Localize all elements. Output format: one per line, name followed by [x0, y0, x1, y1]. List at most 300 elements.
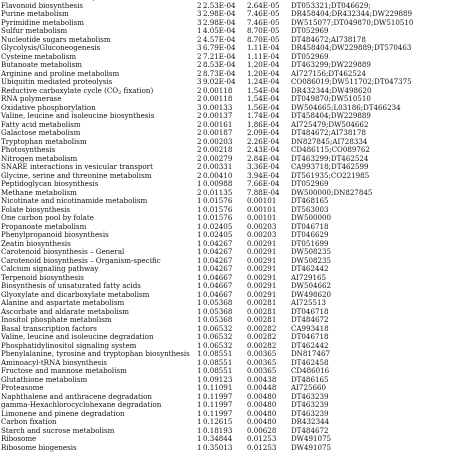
gene-ids: DW515077;DT049870;DW510510: [291, 18, 414, 27]
gene-ids: DN827845;AI728334: [291, 137, 368, 146]
pathway-name: Arginine and proline metabolism: [1, 69, 120, 78]
table-row: [0, 367, 474, 376]
p-value: 0.04667: [203, 273, 233, 282]
pathway-name: Purine metabolism: [1, 10, 69, 18]
pathway-name: Pyrimidine metabolism: [1, 18, 84, 27]
q-value: 0.00291: [247, 256, 277, 265]
pathway-name: Sulfur metabolism: [1, 27, 68, 35]
table-row: [0, 282, 474, 291]
gene-count: 2: [197, 171, 202, 180]
pathway-name: Reductive carboxylate cycle ($CO_2$ fixation): [1, 86, 154, 95]
gene-ids: DT563003: [291, 205, 329, 214]
gene-count: 2: [197, 188, 202, 197]
q-value: 0.00291: [247, 248, 277, 256]
table-row: [0, 146, 474, 155]
table-row: [0, 78, 474, 87]
gene-ids: DT484672;AI738178: [291, 35, 366, 44]
p-value: 0.11997: [203, 392, 233, 401]
gene-ids: AI725479;DW504662: [291, 120, 369, 129]
pathway-name: Ribosome biogenesis: [1, 443, 77, 452]
q-value: 7.66E-04: [247, 180, 280, 188]
pathway-name: Nitrogen metabolism: [1, 154, 78, 163]
gene-ids: AI725660: [291, 384, 327, 392]
table-row: [0, 112, 474, 121]
gene-ids: CA993718;DT462599: [291, 163, 369, 171]
pathway-name: One carbon pool by folate: [1, 214, 94, 222]
pathway-name: SNARE interactions in vesicular transport: [1, 163, 153, 171]
pathway-name: Carotenoid biosynthesis – General: [1, 248, 125, 256]
pathway-name: Valine, leucine and isoleucine biosynthesis: [1, 112, 155, 120]
pathway-name: Valine, leucine and isoleucine degradation: [1, 333, 154, 341]
gene-count: 2: [197, 61, 202, 69]
pathway-name: Carbon fixation: [1, 418, 57, 426]
table-row: [0, 214, 474, 223]
table-row: [0, 138, 474, 147]
q-value: 0.00480: [247, 418, 277, 426]
q-value: 0.00101: [247, 197, 277, 205]
q-value: 0.00448: [247, 384, 277, 392]
pathway-name: Flavonoid biosynthesis: [1, 1, 84, 10]
q-value: 1.74E-04: [247, 112, 280, 120]
gene-count: 1: [197, 197, 202, 205]
gene-count: 1: [197, 443, 202, 452]
table-row: [0, 444, 474, 453]
q-value: 0.00291: [247, 239, 277, 248]
gene-ids: DT463239: [291, 401, 329, 409]
p-value: 0.00279: [203, 154, 233, 163]
gene-count: 1: [197, 214, 202, 222]
gene-count: 1: [197, 248, 202, 256]
table-row: [0, 299, 474, 308]
p-value: 8.53E-04: [203, 61, 236, 69]
p-value: 0.04267: [203, 265, 233, 273]
table-row: [0, 121, 474, 130]
gene-ids: DT053321;DT046629;: [291, 1, 371, 10]
gene-ids: CA993418: [291, 324, 329, 333]
p-value: 0.00118: [203, 95, 233, 103]
gene-count: 1: [197, 299, 202, 307]
q-value: 0.00101: [247, 205, 277, 214]
q-value: 0.00480: [247, 409, 277, 418]
gene-count: 1: [197, 350, 202, 358]
gene-ids: DT052969: [291, 27, 329, 35]
table-row: [0, 410, 474, 419]
q-value: 1.20E-04: [247, 61, 280, 69]
pathway-name: Carotenoid biosynthesis – Organism-specific: [1, 256, 161, 265]
pathway-name: Phenylpropanoid biosynthesis: [1, 231, 109, 239]
gene-ids: DT462442: [291, 265, 329, 273]
gene-count: 1: [197, 324, 202, 333]
gene-ids: DT468165: [291, 197, 329, 205]
gene-count: 3: [197, 18, 202, 27]
gene-count: 1: [197, 333, 202, 341]
pathway-name: Ascorbate and aldarate metabolism: [1, 307, 129, 316]
gene-count: 2: [197, 86, 202, 95]
gene-count: 3: [197, 103, 202, 112]
gene-count: 2: [197, 154, 202, 163]
q-value: 7.88E-04: [247, 188, 280, 197]
p-value: 0.34844: [203, 435, 233, 443]
pathway-name: Phosphatidylinositol signaling system: [1, 341, 137, 350]
gene-count: 3: [197, 78, 202, 86]
p-value: 0.04267: [203, 248, 233, 256]
table-row: [0, 180, 474, 189]
gene-count: 1: [197, 358, 202, 367]
gene-ids: DT484672;AI738178: [291, 129, 366, 137]
pathway-name: Terpenoid biosynthesis: [1, 273, 84, 282]
table-row: [0, 248, 474, 257]
q-value: 7.46E-05: [247, 18, 280, 27]
q-value: 0.00203: [247, 231, 277, 239]
pathway-name: Galactose metabolism: [1, 129, 81, 137]
table-row: [0, 155, 474, 164]
table-row: [0, 350, 474, 359]
gene-ids: DT463239: [291, 392, 329, 401]
gene-ids: DT462442: [291, 341, 329, 350]
gene-ids: DR432344;DW498620: [291, 86, 372, 95]
table-row: [0, 87, 474, 96]
table-row: [0, 189, 474, 198]
q-value: 0.00480: [247, 392, 277, 401]
gene-ids: DN817467: [291, 350, 330, 358]
p-value: 0.04667: [203, 282, 233, 290]
gene-count: 1: [197, 341, 202, 350]
gene-ids: DT046629: [291, 231, 329, 239]
p-value: 0.00118: [203, 86, 233, 95]
q-value: 0.00291: [247, 265, 277, 273]
gene-count: 2: [197, 146, 202, 154]
gene-count: 1: [197, 367, 202, 375]
table-row: [0, 333, 474, 342]
pathway-name: Ubiquitin mediated proteolysis: [1, 78, 113, 86]
pathway-name: Glycine, serine and threonine metabolism: [1, 171, 152, 180]
gene-count: 1: [197, 290, 202, 299]
q-value: 2.64E-05: [247, 1, 280, 10]
pathway-name: Photosynthesis: [1, 146, 56, 154]
gene-count: 1: [197, 222, 202, 231]
p-value: 4.05E-04: [203, 27, 236, 35]
p-value: 0.02405: [203, 231, 233, 239]
table-row: [0, 10, 474, 19]
q-value: 0.00365: [247, 358, 277, 367]
gene-ids: DT052969: [291, 52, 329, 61]
gene-count: 2: [197, 95, 202, 103]
q-value: 2.84E-04: [247, 154, 280, 163]
table-row: [0, 393, 474, 402]
p-value: 0.18193: [203, 426, 233, 435]
p-value: 0.00410: [203, 171, 233, 180]
table-row: [0, 265, 474, 274]
p-value: 0.00203: [203, 137, 233, 146]
gene-count: 1: [197, 256, 202, 265]
table-row: [0, 274, 474, 283]
q-value: 1.24E-04: [247, 78, 280, 86]
gene-ids: DT463299;DT462524: [291, 154, 369, 163]
gene-count: 2: [197, 137, 202, 146]
table-row: [0, 240, 474, 249]
gene-count: 3: [197, 10, 202, 18]
p-value: 0.05368: [203, 299, 233, 307]
table-row: [0, 104, 474, 113]
gene-ids: DT484672: [291, 426, 329, 435]
table-row: [0, 342, 474, 351]
p-value: 0.01576: [203, 205, 233, 214]
q-value: 0.00365: [247, 367, 277, 375]
gene-count: 1: [197, 205, 202, 214]
p-value: 0.01576: [203, 214, 233, 222]
p-value: 6.79E-04: [203, 44, 236, 52]
gene-ids: DW504665;L03186;DT466234: [291, 103, 401, 112]
gene-ids: DT484672: [291, 316, 329, 324]
pathway-name: Butanoate metabolism: [1, 61, 82, 69]
q-value: 1.54E-04: [247, 95, 280, 103]
gene-ids: DW504662: [291, 282, 332, 290]
gene-count: 1: [197, 273, 202, 282]
p-value: 9.02E-04: [203, 78, 236, 86]
q-value: 8.70E-05: [247, 35, 280, 44]
p-value: 8.73E-04: [203, 69, 236, 78]
p-value: 2.53E-04: [203, 1, 236, 10]
table-row: [0, 418, 474, 427]
gene-ids: AI729165: [291, 273, 327, 282]
p-value: 0.00137: [203, 112, 233, 120]
gene-ids: DT458404;DW229889: [291, 112, 371, 120]
q-value: 0.00291: [247, 290, 277, 299]
p-value: 0.08551: [203, 358, 233, 367]
p-value: 0.09123: [203, 375, 233, 384]
pathway-name: Naphthalene and anthracene degradation: [1, 392, 152, 401]
gene-count: 1: [197, 231, 202, 239]
q-value: 1.20E-04: [247, 69, 280, 78]
q-value: 3.36E-04: [247, 163, 280, 171]
p-value: 0.12615: [203, 418, 233, 426]
gene-ids: DT052969: [291, 180, 329, 188]
p-value: 0.00133: [203, 103, 233, 112]
q-value: 1.11E-04: [247, 44, 280, 52]
q-value: 0.00628: [247, 426, 277, 435]
pathway-name: Proteasome: [1, 384, 44, 392]
gene-count: 1: [197, 239, 202, 248]
table-row: [0, 27, 474, 36]
pathway-name: RNA polymerase: [1, 95, 62, 103]
gene-count: 2: [197, 52, 202, 61]
gene-count: 1: [197, 418, 202, 426]
gene-ids: DW500000;DN827845: [291, 188, 373, 197]
table-row: [0, 163, 474, 172]
p-value: 2.98E-04: [203, 18, 236, 27]
gene-count: 1: [197, 435, 202, 443]
pathway-name: Ribosome: [1, 435, 37, 443]
pathway-name: Basal transcription factors: [1, 324, 97, 333]
p-value: 0.04267: [203, 256, 233, 265]
table-row: [0, 316, 474, 325]
gene-count: 1: [197, 265, 202, 273]
table-row: [0, 359, 474, 368]
pathway-name: Glycolysis/Gluconeogenesis: [1, 44, 101, 52]
gene-count: 3: [197, 44, 202, 52]
q-value: 0.00282: [247, 324, 277, 333]
p-value: 0.06532: [203, 324, 233, 333]
gene-ids: DT046718: [291, 222, 329, 231]
pathway-name: Methane metabolism: [1, 188, 77, 197]
table-row: [0, 308, 474, 317]
p-value: 0.00988: [203, 180, 233, 188]
gene-ids: DT463239: [291, 409, 329, 418]
table-row: [0, 95, 474, 104]
gene-ids: AI727156;DT462524: [291, 69, 366, 78]
q-value: 1.86E-04: [247, 120, 280, 129]
q-value: 0.01253: [247, 435, 277, 443]
q-value: 2.26E-04: [247, 137, 280, 146]
pathway-name: Inositol phosphate metabolism: [1, 316, 112, 324]
p-value: 2.98E-04: [203, 10, 236, 18]
q-value: 3.94E-04: [247, 171, 280, 180]
p-value: 0.11997: [203, 401, 233, 409]
q-value: 0.00291: [247, 282, 277, 290]
table-row: [0, 325, 474, 334]
pathway-name: Glyoxylate and dicarboxylate metabolism: [1, 290, 150, 299]
p-value: 0.05368: [203, 307, 233, 316]
gene-count: 2: [197, 112, 202, 120]
table-row: [0, 61, 474, 70]
p-value: 0.00187: [203, 129, 233, 137]
table-row: [0, 197, 474, 206]
pathway-name: Limonene and pinene degradation: [1, 409, 125, 418]
gene-ids: DW498620: [291, 290, 332, 299]
pathway-name: Cysteine metabolism: [1, 52, 77, 61]
gene-count: 1: [197, 180, 202, 188]
q-value: 0.00365: [247, 350, 277, 358]
pathway-name: gamma-Hexachlorocyclohexane degradation: [1, 401, 162, 409]
q-value: 2.43E-04: [247, 146, 280, 154]
p-value: 0.06532: [203, 333, 233, 341]
gene-count: 2: [197, 69, 202, 78]
p-value: 7.21E-04: [203, 52, 236, 61]
gene-ids: AI725513: [291, 299, 327, 307]
gene-count: 2: [197, 163, 202, 171]
pathway-name: Glutathione metabolism: [1, 375, 88, 384]
pathway-name: Nicotinate and nicotinamide metabolism: [1, 197, 148, 205]
gene-count: 2: [197, 129, 202, 137]
p-value: 0.11091: [203, 384, 233, 392]
p-value: 0.00331: [203, 163, 233, 171]
pathway-name: Tryptophan metabolism: [1, 137, 87, 146]
table-row: [0, 435, 474, 444]
pathway-name: Zeatin biosynthesis: [1, 239, 71, 248]
gene-count: 1: [197, 307, 202, 316]
gene-ids: DW508235: [291, 256, 332, 265]
q-value: 0.00281: [247, 316, 277, 324]
gene-count: 1: [197, 426, 202, 435]
gene-count: 2: [197, 35, 202, 44]
table-row: [0, 223, 474, 232]
table-row: [0, 172, 474, 181]
table-row: [0, 129, 474, 138]
gene-count: 1: [197, 392, 202, 401]
q-value: 0.01253: [247, 443, 277, 452]
p-value: 0.00218: [203, 146, 233, 154]
gene-ids: DW491075: [291, 435, 332, 443]
pathway-name: Fructose and mannose metabolism: [1, 367, 127, 375]
q-value: 0.00291: [247, 273, 277, 282]
pathway-name: Nucleotide sugars metabolism: [1, 35, 111, 44]
pathway-name: Calcium signaling pathway: [1, 265, 99, 273]
gene-count: 2: [197, 120, 202, 129]
gene-count: 1: [197, 316, 202, 324]
table-row: [0, 231, 474, 240]
pathway-name: Phenylalanine, tyrosine and tryptophan biosynthesis: [1, 350, 190, 358]
gene-ids: DT051699: [291, 239, 329, 248]
q-value: 1.56E-04: [247, 103, 280, 112]
gene-ids: DT486165: [291, 375, 329, 384]
p-value: 0.04667: [203, 290, 233, 299]
table-row: [0, 206, 474, 215]
pathway-name: Fatty acid metabolism: [1, 120, 81, 129]
p-value: 0.01576: [203, 197, 233, 205]
p-value: 0.01135: [203, 188, 233, 197]
table-row: [0, 44, 474, 53]
q-value: 1.11E-04: [247, 52, 280, 61]
q-value: 0.00203: [247, 222, 277, 231]
p-value: 0.00161: [203, 120, 233, 129]
p-value: 0.05368: [203, 316, 233, 324]
gene-ids: DT049870;DW510510: [291, 95, 371, 103]
table-row: [0, 2, 474, 11]
q-value: 0.00282: [247, 333, 277, 341]
pathway-name: Oxidative phosphorylation: [1, 103, 96, 112]
table-row: [0, 376, 474, 385]
p-value: 0.11997: [203, 409, 233, 418]
p-value: 0.02405: [203, 222, 233, 231]
pathway-name: Alanine and aspartate metabolism: [1, 299, 125, 307]
table-row: [0, 257, 474, 266]
gene-ids: DT561935;CO221985: [291, 171, 370, 180]
q-value: 7.46E-05: [247, 10, 280, 18]
pathway-name: Peptidoglycan biosynthesis: [1, 180, 99, 188]
q-value: 0.00101: [247, 214, 277, 222]
p-value: 4.57E-04: [203, 35, 236, 44]
table-row: [0, 70, 474, 79]
pathway-name: Aminoacyl-tRNA biosynthesis: [1, 358, 108, 367]
gene-ids: DR458404;DW229889;DT570463: [291, 44, 412, 52]
p-value: 0.35013: [203, 443, 233, 452]
gene-count: 1: [197, 401, 202, 409]
gene-ids: DT463299;DW229889: [291, 61, 371, 69]
q-value: 1.54E-04: [247, 86, 280, 95]
gene-count: 1: [197, 384, 202, 392]
q-value: 0.00480: [247, 401, 277, 409]
p-value: 0.06532: [203, 341, 233, 350]
p-value: 0.08551: [203, 367, 233, 375]
table-row: [0, 19, 474, 28]
gene-ids: DR432344: [291, 418, 330, 426]
gene-count: 1: [197, 375, 202, 384]
table-row: [0, 291, 474, 300]
pathway-name: Propanoate metabolism: [1, 222, 87, 231]
q-value: 0.00281: [247, 307, 277, 316]
gene-ids: DR458404;DR432344;DW229889: [291, 10, 413, 18]
table-row: [0, 36, 474, 45]
gene-count: 2: [197, 1, 202, 10]
gene-ids: DT046718: [291, 307, 329, 316]
table-row: [0, 401, 474, 410]
table-row: [0, 384, 474, 393]
q-value: 8.70E-05: [247, 27, 280, 35]
gene-ids: CO086019;DW511702;DT047375: [291, 78, 412, 86]
table-row: [0, 427, 474, 436]
gene-count: 1: [197, 282, 202, 290]
gene-ids: DW491075: [291, 443, 332, 452]
